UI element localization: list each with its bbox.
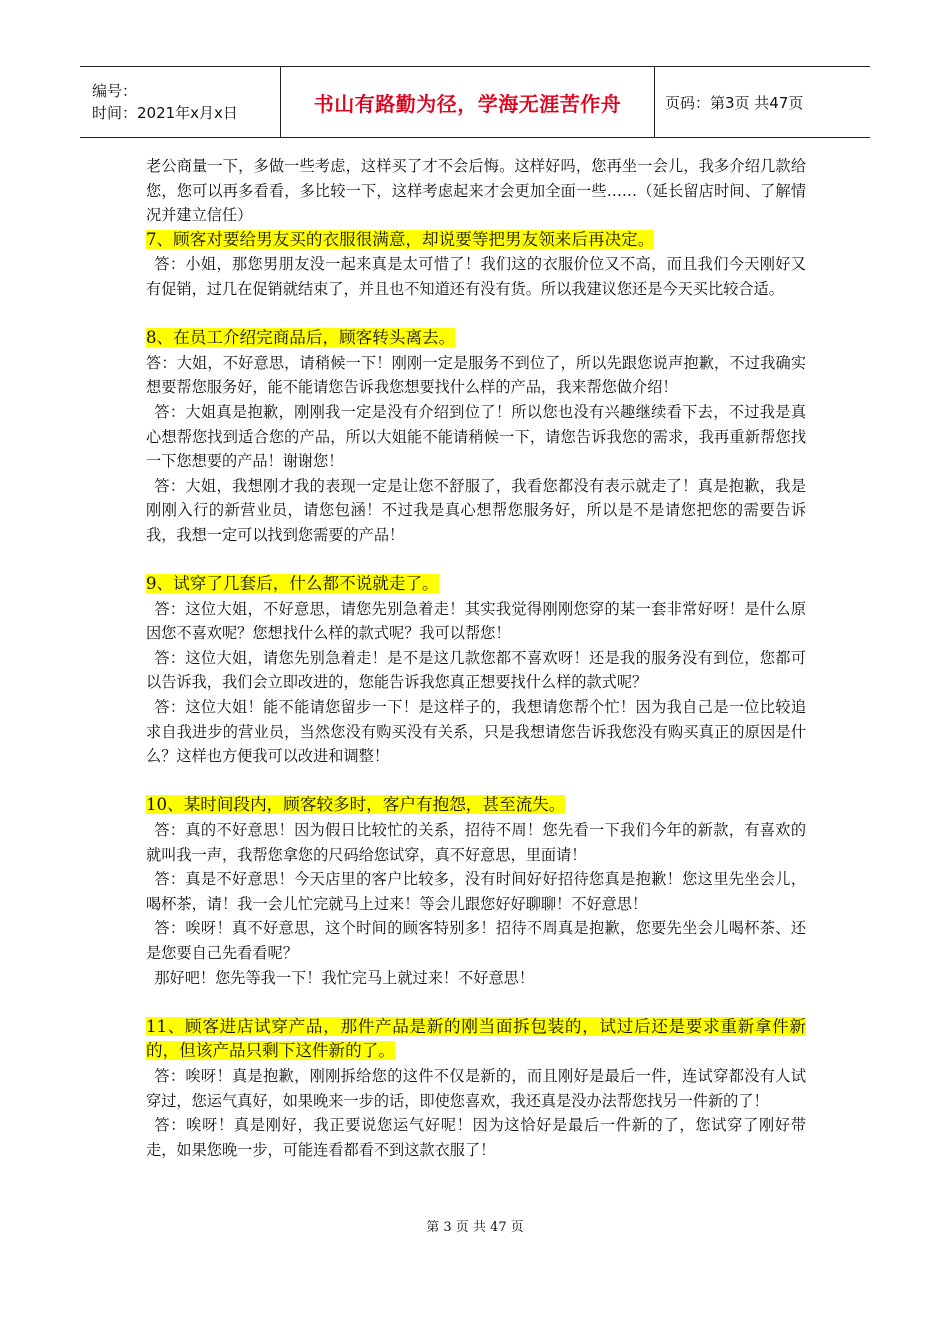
header-meta bbox=[80, 67, 280, 137]
answer-10-3: 答：唉呀！真不好意思，这个时间的顾客特别多！招待不周真是抱歉，您要先坐会儿喝杯茶、还是您要自己先看看呢？ bbox=[146, 919, 806, 962]
intro-paragraph: 老公商量一下，多做一些考虑，这样买了才不会后悔。这样好吗，您再坐一会儿，我多介绍几款给您，您可以再多看看，多比较一下，这样考虑起来才会更加全面一些……（延长留店时间、了解情况并建立信任） bbox=[146, 157, 806, 225]
answer-10-2: 答：真是不好意思！今天店里的客户比较多，没有时间好好招待您真是抱歉！您这里先坐会儿，喝杯茶，请！我一会儿忙完就马上过来！等会儿跟您好好聊聊！不好意思！ bbox=[146, 870, 806, 913]
answer-9-3: 答：这位大姐！能不能请您留步一下！是这样子的，我想请您帮个忙！因为我自己是一位比较追求自我进步的营业员，当然您没有购买没有关系，只是我想请您告诉我您没有购买真正的原因是什么？这样也方便我可以改进和调整！ bbox=[146, 698, 806, 766]
answer-8-2: 答：大姐真是抱歉，刚刚我一定是没有介绍到位了！所以您也没有兴趣继续看下去，不过我是真心想帮您找到适合您的产品，所以大姐能不能请稍候一下，请您告诉我您的需求，我再重新帮您找一下您想要的产品！谢谢您！ bbox=[146, 402, 806, 471]
answer-7-1: 答：小姐，那您男朋友没一起来真是太可惜了！我们这的衣服价位又不高，而且我们今天刚好又有促销，过几在促销就结束了，并且也不知道还有没有货。所以我建议您还是今天买比较合适。 bbox=[146, 255, 806, 298]
answer-8-1: 答：大姐，不好意思，请稍候一下！刚刚一定是服务不到位了，所以先跟您说声抱歉，不过我确实想要帮您服务好，能不能请您告诉我您想要找什么样的产品，我来帮您做介绍！ bbox=[146, 353, 806, 397]
answer-10-1: 答：真的不好意思！因为假日比较忙的关系，招待不周！您先看一下我们今年的新款，有喜欢的就叫我一声，我帮您拿您的尺码给您试穿，真不好意思，里面请！ bbox=[146, 821, 806, 864]
spacer bbox=[146, 769, 806, 794]
heading-7-text: 7、顾客对要给男友买的衣服很满意，却说要等把男友领来后再决定。 bbox=[146, 229, 655, 249]
heading-8-text: 8、在员工介绍完商品后，顾客转头离去。 bbox=[146, 328, 456, 348]
answer-10-4: 那好吧！您先等我一下！我忙完马上就过来！不好意思！ bbox=[154, 968, 535, 987]
document-date: 时间：2021年x月x日 bbox=[92, 104, 238, 122]
heading-11-text: 11、顾客进店试穿产品，那件产品是新的刚当面拆包装的，试过后还是要求重新拿件新的，但该产品只剩下这件新的了。 bbox=[146, 1016, 806, 1061]
answer-8-3: 答：大姐，我想刚才我的表现一定是让您不舒服了，我看您都没有表示就走了！真是抱歉，我是刚刚入行的新营业员，请您包涵！不过我是真心想帮您服务好，所以是不是请您把您的需要告诉我，我想一定可以找到您需要的产品！ bbox=[146, 476, 806, 544]
section-heading-10 bbox=[146, 793, 806, 818]
header-page-info bbox=[655, 67, 870, 137]
header-motto bbox=[280, 67, 655, 137]
motto-text: 书山有路勤为径，学海无涯苦作舟 bbox=[313, 91, 622, 116]
spacer bbox=[146, 990, 806, 1015]
section-heading-9 bbox=[146, 572, 806, 597]
heading-9-text: 9、试穿了几套后，什么都不说就走了。 bbox=[146, 574, 439, 594]
answer-11-2: 答：唉呀！真是刚好，我正要说您运气好呢！因为这恰好是最后一件新的了，您试穿了刚好带走，如果您晚一步，可能连看都看不到这款衣服了！ bbox=[146, 1116, 806, 1159]
page-footer bbox=[0, 1216, 950, 1235]
section-heading-7 bbox=[146, 228, 806, 253]
document-number-label: 编号： bbox=[92, 82, 138, 100]
answer-11-1: 答：唉呀！真是抱歉，刚刚拆给您的这件不仅是新的，而且刚好是最后一件，连试穿都没有人试穿过，您运气真好，如果晚来一步的话，即使您喜欢，我还真是没办法帮您找另一件新的了！ bbox=[146, 1066, 806, 1110]
page-info-text: 页码：第3页 共47页 bbox=[665, 93, 804, 112]
answer-9-2: 答：这位大姐，请您先别急着走！是不是这几款您都不喜欢呀！还是我的服务没有到位，您都可以告诉我，我们会立即改进的，您能告诉我您真正想要找什么样的款式呢？ bbox=[146, 648, 806, 692]
document-body bbox=[146, 154, 806, 1162]
heading-10-text: 10、某时间段内，顾客较多时，客户有抱怨，甚至流失。 bbox=[146, 795, 566, 815]
spacer bbox=[146, 548, 806, 573]
answer-9-1: 答：这位大姐，不好意思，请您先别急着走！其实我觉得刚刚您穿的某一套非常好呀！是什么原因您不喜欢呢？您想找什么样的款式呢？我可以帮您！ bbox=[146, 599, 806, 643]
section-heading-11 bbox=[146, 1015, 806, 1064]
section-heading-8 bbox=[146, 326, 806, 351]
spacer bbox=[146, 302, 806, 327]
footer-page-number: 第 3 页 共 47 页 bbox=[426, 1220, 524, 1235]
page-header bbox=[80, 66, 870, 138]
